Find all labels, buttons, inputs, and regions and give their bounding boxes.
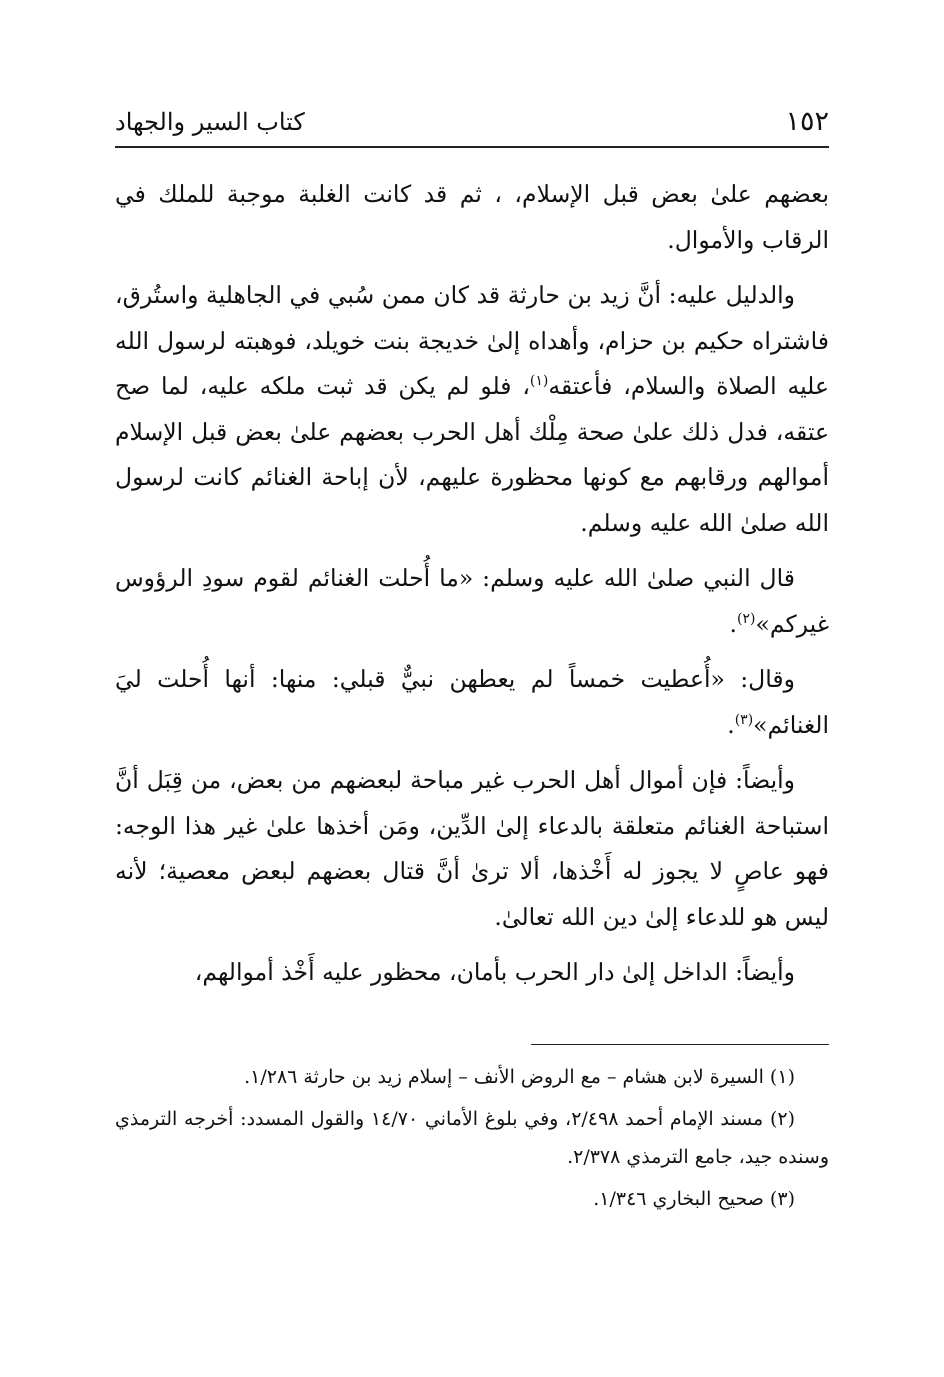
paragraph-text: وأيضاً: فإن أموال أهل الحرب غير مباحة لبعضهم من بعض، من قِبَل أنَّ استباحة الغنائم متعلقة بالدعاء إلىٰ الدِّين، ومَن أخذها علىٰ غير هذا الوجه: فهو عاصٍ لا يجوز له أَخْذها، ألا ترىٰ أنَّ قتال بعضهم لبعض معصية؛ لأنه ليس هو للدعاء إلىٰ دين الله تعالىٰ. xyxy=(115,766,829,931)
footnote-ref: (٢) xyxy=(736,610,756,627)
paragraph-text: . xyxy=(727,710,735,739)
paragraph xyxy=(115,273,829,546)
paragraph xyxy=(115,556,829,647)
paragraph-text: . xyxy=(729,609,737,638)
footnote-divider xyxy=(531,1044,829,1045)
paragraph-text: قال النبي صلىٰ الله عليه وسلم: «ما أُحلت الغنائم لقوم سودِ الرؤوس غيركم» xyxy=(115,564,829,638)
paragraph-text: ، فلو لم يكن قد ثبت ملكه عليه، لما صح عتقه، فدل ذلك علىٰ صحة مِلْك أهل الحرب بعضهم علىٰ بعض قبل الإسلام أموالهم ورقابهم مع كونها محظورة عليهم، لأن إباحة الغنائم كانت لرسول الله صلىٰ الله عليه وسلم. xyxy=(115,372,829,537)
paragraph xyxy=(115,172,829,263)
paragraph-text: وقال: «أُعطيت خمساً لم يعطهن نبيٌّ قبلي: منها: أنها أُحلت ليَ الغنائم» xyxy=(115,665,829,739)
paragraph-text: والدليل عليه: أنَّ زيد بن حارثة قد كان ممن سُبي في الجاهلية واستُرق، فاشتراه حكيم بن حزام، وأهداه إلىٰ خديجة بنت خويلد، فوهبته لرسول الله عليه الصلاة والسلام، فأعتقه xyxy=(115,281,829,400)
footnote-ref: (٣) xyxy=(734,711,754,728)
paragraph xyxy=(115,657,829,748)
footnote: (٣) صحيح البخاري ١/٣٤٦. xyxy=(593,1188,795,1210)
footnote: (٢) مسند الإمام أحمد ٢/٤٩٨، وفي بلوغ الأماني ١٤/٧٠ والقول المسدد: أخرجه الترمذي وسنده جيد، جامع الترمذي ٢/٣٧٨. xyxy=(115,1108,829,1168)
paragraph-text: بعضهم علىٰ بعض قبل الإسلام، ، ثم قد كانت الغلبة موجبة للملك في الرقاب والأموال. xyxy=(115,180,829,254)
footnotes xyxy=(115,1058,829,1222)
paragraph xyxy=(115,758,829,940)
paragraph-text: وأيضاً: الداخل إلىٰ دار الحرب بأمان، محظور عليه أَخْذ أموالهم، xyxy=(194,958,795,986)
running-title: كتاب السير والجهاد xyxy=(115,108,305,136)
main-text xyxy=(115,172,829,1006)
footnote: (١) السيرة لابن هشام – مع الروض الأنف – إسلام زيد بن حارثة ١/٢٨٦. xyxy=(244,1066,795,1088)
paragraph xyxy=(115,950,829,996)
page-number: ١٥٢ xyxy=(785,106,829,137)
footnote-ref: (١) xyxy=(529,373,549,390)
page-header xyxy=(115,100,829,148)
